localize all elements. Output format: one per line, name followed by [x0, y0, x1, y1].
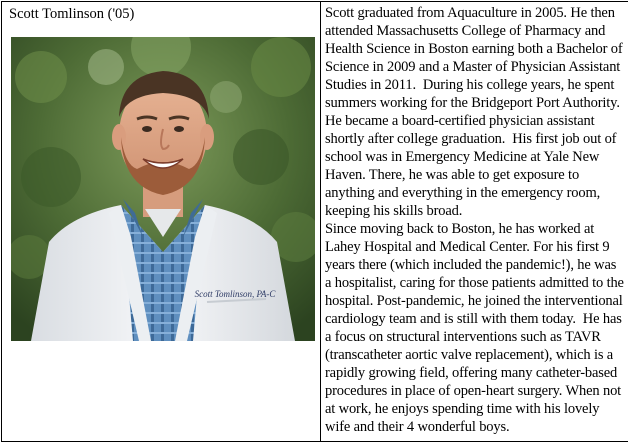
- name-caption: Scott Tomlinson ('05): [9, 6, 135, 22]
- biography: [321, 2, 628, 436]
- photo-cell: [2, 2, 321, 442]
- bio-paragraph-2: Since moving back to Boston, he has worked at Lahey Hospital and Medical Center. For his first 9 years there (which included the pandemic!), he was a hospitalist, caring for those patients admitted to the hospital. Post-pandemic, he joined the interventional cardiology team and is still with them today. He has a focus on structural interventions such as TAVR (transcatheter aortic valve replacement), which is a rapidly growing field, offering many catheter-based procedures in place of open-heart surgery. When not at work, he enjoys spending time with his lovely wife and their 4 wonderful boys.: [325, 221, 628, 435]
- portrait-photo: [11, 37, 315, 341]
- bio-paragraph-1: Scott graduated from Aquaculture in 2005. He then attended Massachusetts College of Pharmacy and Health Science in Boston earning both a Bachelor of Science in 2009 and a Master of Physician Assistant Studies in 2011. During his college years, he spent summers working for the Bridgeport Port Authority. He became a board-certified physician assistant shortly after college graduation. His first job out of school was in Emergency Medicine at Yale New Haven. There, he was able to get exposure to anything and everything in the emergency room, keeping his skills broad.: [325, 5, 627, 219]
- coat-embroidery: Scott Tomlinson, PA-C: [194, 289, 276, 299]
- profile-table: [1, 1, 628, 442]
- bio-cell: [321, 2, 628, 442]
